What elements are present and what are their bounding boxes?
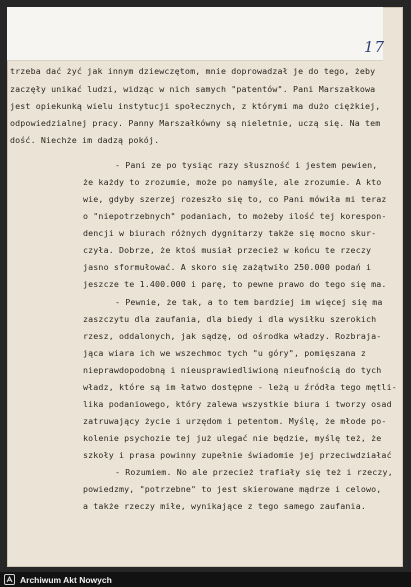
text-line: rzesz, oddalonych, jak sądzę, od ośrodka władzy. Rozbraja- (83, 331, 382, 341)
text-line: czyła. Dobrze, że ktoś musiał przecież w końcu te rzeczy (83, 245, 372, 255)
text-line: szkoły i prasa powinny zupełnie świadomie jej przeciwdziałać (83, 450, 392, 460)
text-line: zaszczytu dla zaufania, dla biedy i dla wysiłku szerokich (83, 314, 377, 324)
text-line: zaczęły unikać ludzi, widząc w nich samych "patentów". Pani Marszałkowa (10, 84, 376, 94)
text-line: jąca wiara ich we wszechmoc tych "u góry", pomięszana z (83, 348, 366, 358)
text-line: zatruwający życie i urzędom i petentom. Myślę, że młode po- (83, 416, 387, 426)
footer-bar (0, 572, 411, 587)
text-line: jasno sformułować. A skoro się zażątwiło 250.000 podań i (83, 262, 372, 272)
text-line: jest opiekunką wielu instytucji społecznych, z którymi ma dużo ciężkiej, (10, 101, 381, 111)
text-line: trzeba dać żyć jak innym dziewczętom, mnie doprowadzał je do tego, żeby (10, 66, 376, 76)
text-line: że każdy to zrozumie, może po namyśle, ale zrozumie. A kto (83, 177, 382, 187)
text-line: kolenie psychozie tej już ulegać nie będzie, myślę też, że (83, 433, 382, 443)
folio-number: 17 (364, 38, 386, 56)
text-line: - Rozumiem. No ale przecież trafiały się też i rzeczy, (115, 467, 393, 477)
text-line: dość. Niechże im dadzą pokój. (10, 135, 160, 145)
text-line: wie, gdyby szerzej rozeszło się to, co Pani mówiła mi teraz (83, 194, 387, 204)
archive-logo-icon (4, 574, 15, 585)
text-line: o "niepotrzebnych" podaniach, to możeby ilość tej korespon- (83, 211, 387, 221)
text-line: a także rzeczy miłe, wynikające z tego samego zaufania. (83, 501, 366, 511)
archive-name: Archiwum Akt Nowych (20, 574, 112, 585)
text-line: dencji w biurach różnych dygnitarzy także się mocno skur- (83, 228, 377, 238)
text-line: powiedzmy, "potrzebne" to jest skierowane mądrze i celowo, (83, 484, 382, 494)
text-line: - Pewnie, że tak, a to tem bardziej im więcej się ma (115, 297, 383, 307)
scanned-page (7, 7, 403, 567)
text-line: jeszcze te 1.400.000 i parę, to pewne prawo do tego się ma. (83, 279, 387, 289)
text-line: odpowiedzialnej pracy. Panny Marszałkówny są nieletnie, uczą się. Na tem (10, 118, 381, 128)
text-line: nieprawdopodobną i nieusprawiedliwioną nieufnością do tych (83, 365, 382, 375)
text-line: - Pani ze po tysiąc razy słuszność i jestem pewien, (115, 160, 378, 170)
text-line: władz, które są im łatwo dostępne - leżą u źródła tego mętli- (83, 382, 397, 392)
text-line: lika podaniowego, który zalewa wszystkie biura i tworzy osad (83, 399, 392, 409)
overlay-slip (7, 7, 386, 61)
